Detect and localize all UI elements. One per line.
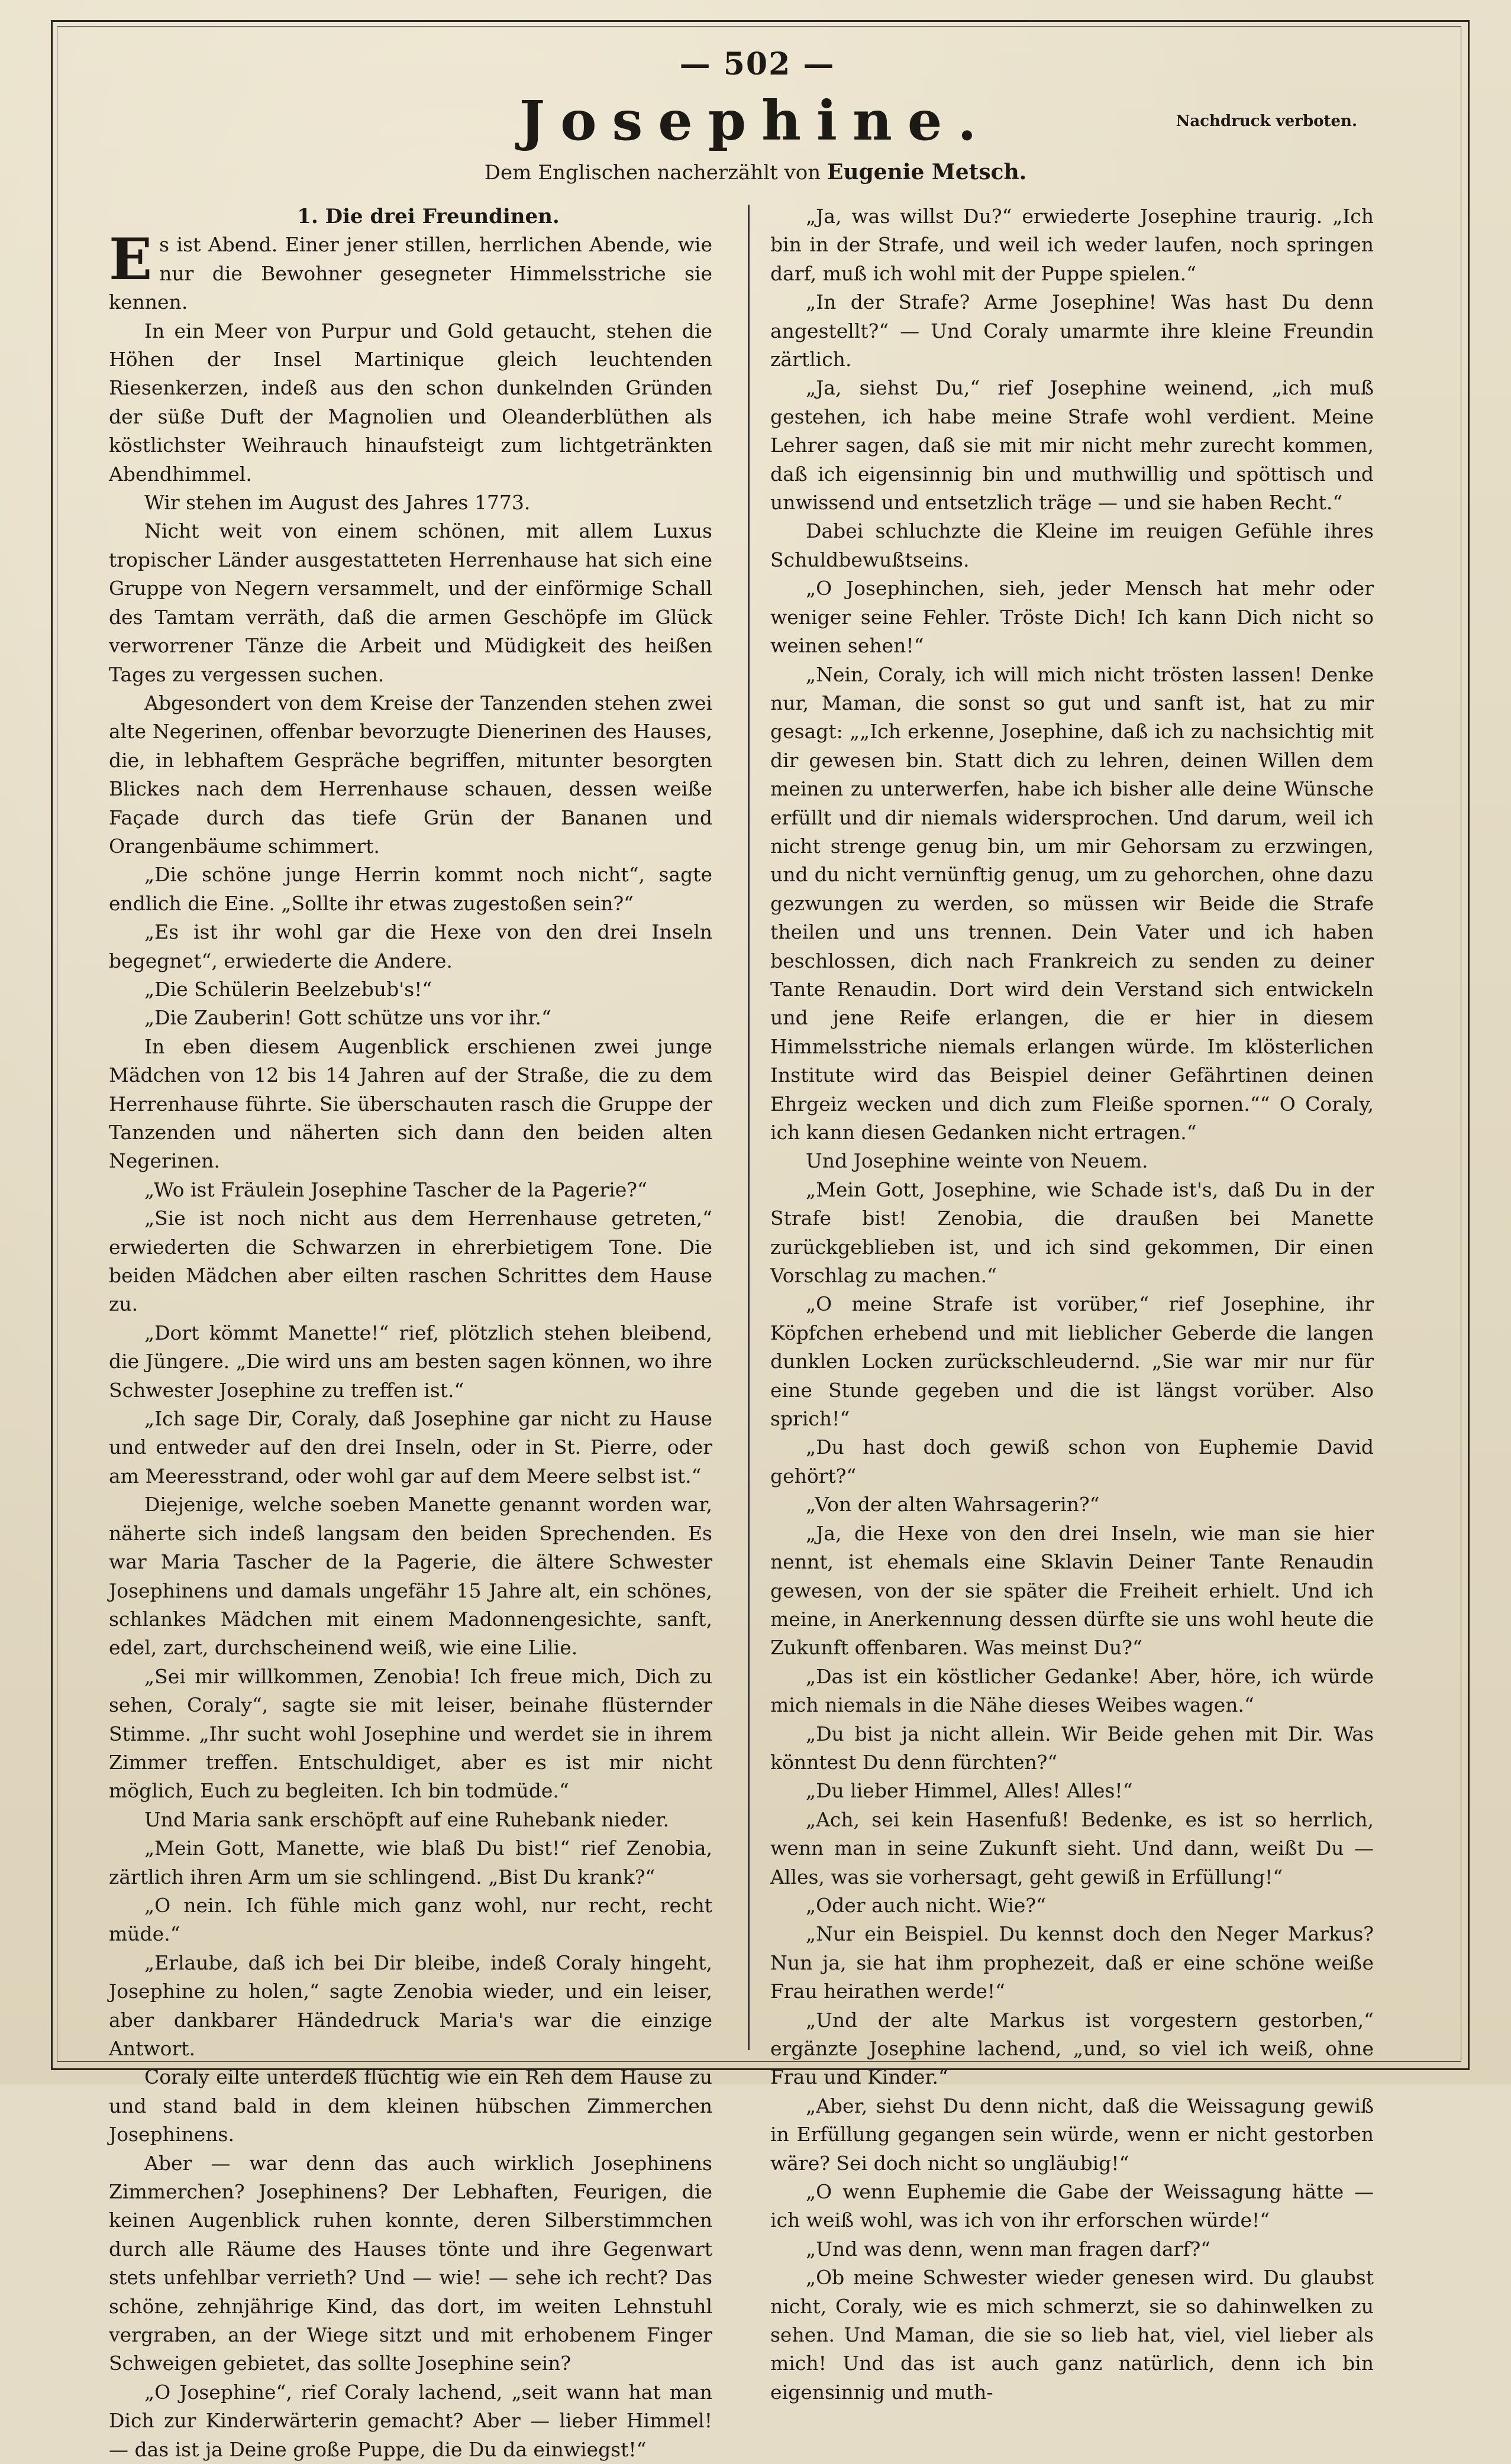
paragraph: „O nein. Ich fühle mich ganz wohl, nur recht, recht müde.“ — [109, 1893, 712, 1946]
paragraph: „Aber, siehst Du denn nicht, daß die Weissagung gewiß in Erfüllung gegangen sein würde, wenn er nicht gestorben wäre? Sei doch nicht so ungläubig!“ — [770, 2094, 1374, 2175]
paragraph: „Nur ein Beispiel. Du kennst doch den Neger Markus? Nun ja, sie hat ihm prophezeit, daß er eine schöne weiße Frau heirathen werde!“ — [770, 1922, 1374, 2003]
paragraph: „Ja, die Hexe von den drei Inseln, wie man sie hier nennt, ist ehemals eine Sklavin Deiner Tante Renaudin gewesen, von der sie später die Freiheit erhielt. Und ich meine, in Anerkennung dessen dürfte sie uns wohl heute die Zukunft offenbaren. Was meinst Du?“ — [770, 1521, 1374, 1660]
paragraph: „Ja, was willst Du?“ erwiederte Josephine traurig. „Ich bin in der Strafe, und weil ich weder laufen, noch springen darf, muß ich wohl mit der Puppe spielen.“ — [770, 205, 1374, 285]
paragraph: „Du bist ja nicht allein. Wir Beide gehen mit Dir. Was könntest Du denn fürchten?“ — [770, 1722, 1374, 1774]
paragraph: „Nein, Coraly, ich will mich nicht trösten lassen! Denke nur, Maman, die sonst so gut und sanft ist, hat zu mir gesagt: „„Ich erkenne, Josephine, daß ich zu nachsichtig mit dir gewesen bin. Statt dich zu lehren, deinen Willen dem meinen zu unterwerfen, habe ich bisher alle deine Wünsche erfüllt und dir niemals widersprochen. Und darum, weil ich nicht strenge genug bin, um mir Gehorsam zu erzwingen, und du nicht vernünftig genug, um zu gehorchen, ohne dazu gezwungen zu werden, so müssen wir Beide die Strafe theilen und uns trennen. Dein Vater und ich haben beschlossen, dich nach Frankreich zu senden zu deiner Tante Renaudin. Dort wird dein Verstand sich entwickeln und jene Reife erlangen, die er hier in diesem Himmelsstriche niemals erlangen würde. Im klösterlichen Institute wird das Beispiel deiner Gefährtinen deinen Ehrgeiz wecken und dich zum Fleiße spornen.““ O Coraly, ich kann diesen Gedanken nicht ertragen.“ — [770, 662, 1374, 1144]
paragraph: In ein Meer von Purpur und Gold getaucht, stehen die Höhen der Insel Martinique gleich leuchtenden Riesenkerzen, indeß aus den schon dunkelnden Gründen der süße Duft der Magnolien und Oleanderblüthen als köstlichster Weihrauch hinaufsteigt zum lichtgetränkten Abendhimmel. — [109, 319, 712, 486]
paragraph: „O meine Strafe ist vorüber,“ rief Josephine, ihr Köpfchen erhebend und mit lieblicher Geberde die langen dunklen Locken zurückschleudernd. „Sie war mir nur für eine Stunde gegeben und die ist längst vorüber. Also sprich!“ — [770, 1292, 1374, 1431]
drop-capital: E — [109, 226, 153, 293]
paragraph: Wir stehen im August des Jahres 1773. — [144, 491, 531, 515]
paragraph: „Du lieber Himmel, Alles! Alles!“ — [806, 1779, 1133, 1803]
right-column — [770, 202, 1374, 2404]
paragraph: „Erlaube, daß ich bei Dir bleibe, indeß Coraly hingeht, Josephine zu holen,“ sagte Zenobia wieder, und ein leiser, aber dankbarer Händedruck Maria's war die einzige Antwort. — [109, 1951, 712, 2060]
article-byline — [371, 160, 1140, 185]
paragraph: Diejenige, welche soeben Manette genannt worden war, näherte sich indeß langsam den beiden Sprechenden. Es war Maria Tascher de la Pagerie, die ältere Schwester Josephinens und damals ungefähr 15 Jahre alt, ein schönes, schlankes Mädchen mit einem Madonnengesichte, sanft, edel, zart, durchscheinend weiß, wie eine Lilie. — [109, 1493, 712, 1660]
article-title: Josephine. — [519, 89, 992, 153]
paragraph: Dabei schluchzte die Kleine im reuigen Gefühle ihres Schuldbewußtseins. — [770, 519, 1374, 571]
paragraph: „Und was denn, wenn man fragen darf?“ — [806, 2237, 1211, 2261]
paragraph: „Ich sage Dir, Coraly, daß Josephine gar nicht zu Hause und entweder auf den drei Inseln, oder in St. Pierre, oder am Meeresstrand, oder wohl gar auf dem Meere selbst ist.“ — [109, 1407, 712, 1488]
paragraph: „Von der alten Wahrsagerin?“ — [806, 1493, 1100, 1516]
paragraph: „Oder auch nicht. Wie?“ — [806, 1893, 1046, 1917]
paragraph: „O Josephine“, rief Coraly lachend, „seit wann hat man Dich zur Kinderwärterin gemacht? Aber — lieber Himmel! — das ist ja Deine große Puppe, die Du da einwiegst!“ — [109, 2380, 712, 2461]
byline-author: Eugenie Metsch. — [826, 160, 1027, 185]
paragraph: „Es ist ihr wohl gar die Hexe von den drei Inseln begegnet“, erwiederte die Andere. — [109, 920, 712, 972]
paragraph: „O wenn Euphemie die Gabe der Weissagung hätte — ich weiß wohl, was ich von ihr erforschen würde!“ — [770, 2180, 1374, 2232]
column-divider — [748, 205, 750, 2050]
paragraph: Abgesondert von dem Kreise der Tanzenden stehen zwei alte Negerinen, offenbar bevorzugte Dienerinen des Hauses, die, in lebhaftem Gespräche begriffen, mitunter besorgten Blickes nach dem Herrenhause schauen, dessen weiße Façade durch das tiefe Grün der Bananen und Orangenbäume schimmert. — [109, 691, 712, 858]
paragraph: „Und der alte Markus ist vorgestern gestorben,“ ergänzte Josephine lachend, „und, so viel ich weiß, ohne Frau und Kinder.“ — [770, 2008, 1374, 2089]
paragraph: Coraly eilte unterdeß flüchtig wie ein Reh dem Hause zu und stand bald in dem kleinen hübschen Zimmerchen Josephinens. — [109, 2065, 712, 2146]
left-column — [109, 202, 712, 2461]
paragraph: Und Maria sank erschöpft auf eine Ruhebank nieder. — [144, 1807, 669, 1831]
paragraph: Nicht weit von einem schönen, mit allem Luxus tropischer Länder ausgestatteten Herrenhause hat sich eine Gruppe von Negern versammelt, und der einförmige Schall des Tamtam verräth, daß die armen Geschöpfe im Glück verworrener Tänze die Arbeit und Müdigkeit des heißen Tages zu vergessen suchen. — [109, 519, 712, 686]
page-number: — 502 — — [679, 46, 835, 82]
paragraph: „Sei mir willkommen, Zenobia! Ich freue mich, Dich zu sehen, Coraly“, sagte sie mit leiser, beinahe flüsternder Stimme. „Ihr sucht wohl Josephine und werdet sie in ihrem Zimmer treffen. Entschuldiget, aber es ist mir nicht möglich, Euch zu begleiten. Ich bin todmüde.“ — [109, 1664, 712, 1803]
paragraph: „Ach, sei kein Hasenfuß! Bedenke, es ist so herrlich, wenn man in seine Zukunft sieht. Und dann, weißt Du — Alles, was sie vorhersagt, geht gewiß in Erfüllung!“ — [770, 1807, 1374, 1889]
paragraph: „Ob meine Schwester wieder genesen wird. Du glaubst nicht, Coraly, wie es mich schmerzt, sie so dahinwelken zu sehen. Und Maman, die sie so lieb hat, viel, viel lieber als mich! Und das ist auch ganz natürlich, denn ich bin eigensinnig und muth- — [770, 2266, 1374, 2404]
paragraph-text: s ist Abend. Einer jener stillen, herrlichen Abende, wie nur die Bewohner gesegneter Himmelsstriche sie kennen. — [109, 233, 712, 314]
paragraph: „Ja, siehst Du,“ rief Josephine weinend, „ich muß gestehen, ich habe meine Strafe wohl verdient. Meine Lehrer sagen, daß sie mit mir nicht mehr zurecht kommen, daß ich eigensinnig bin und muthwillig und spöttisch und unwissend und entsetzlich träge — und sie haben Recht.“ — [770, 376, 1374, 515]
paragraph: „Die Schülerin Beelzebub's!“ — [144, 977, 432, 1001]
paragraph: „Das ist ein köstlicher Gedanke! Aber, höre, ich würde mich niemals in die Nähe dieses Weibes wagen.“ — [770, 1664, 1374, 1717]
paragraph: „Die Zauberin! Gott schütze uns vor ihr.“ — [144, 1006, 551, 1030]
paragraph: „Wo ist Fräulein Josephine Tascher de la Pagerie?“ — [144, 1178, 647, 1201]
paragraph: Und Josephine weinte von Neuem. — [806, 1149, 1148, 1173]
paragraph: In eben diesem Augenblick erschienen zwei junge Mädchen von 12 bis 14 Jahren auf der Straße, die zu dem Herrenhause führte. Sie überschauten rasch die Gruppe der Tanzenden und näherten sich dann den beiden alten Negerinen. — [109, 1034, 712, 1173]
paragraph: „Du hast doch gewiß schon von Euphemie David gehört?“ — [770, 1435, 1374, 1488]
reprint-notice: Nachdruck verboten. — [1176, 112, 1357, 130]
paragraph: Aber — war denn das auch wirklich Josephinens Zimmerchen? Josephinens? Der Lebhaften, Feurigen, die keinen Augenblick ruhen konnte, deren Silberstimmchen durch alle Räume des Hauses tönte und ihre Gegenwart stets unfehlbar verrieth? Und — wie! — sehe ich recht? Das schöne, zehnjährige Kind, das dort, im weiten Lehnstuhl vergraben, an der Wiege sitzt und mit erhobenem Finger Schweigen gebietet, das sollte Josephine sein? — [109, 2151, 712, 2375]
paragraph: „Dort kömmt Manette!“ rief, plötzlich stehen bleibend, die Jüngere. „Die wird uns am besten sagen können, wo ihre Schwester Josephine zu treffen ist.“ — [109, 1321, 712, 1402]
paragraph: „Mein Gott, Josephine, wie Schade ist's, daß Du in der Strafe bist! Zenobia, die draußen bei Manette zurückgeblieben ist, und ich sind gekommen, Dir einen Vorschlag zu machen.“ — [770, 1178, 1374, 1288]
byline-prefix: Dem Englischen nacherzählt von — [484, 161, 821, 185]
paragraph: „O Josephinchen, sieh, jeder Mensch hat mehr oder weniger seine Fehler. Tröste Dich! Ich kann Dich nicht so weinen sehen!“ — [770, 577, 1374, 658]
chapter-heading: 1. Die drei Freundinen. — [297, 205, 560, 228]
paragraph: „Die schöne junge Herrin kommt noch nicht“, sagte endlich die Eine. „Sollte ihr etwas zugestoßen sein?“ — [109, 863, 712, 915]
paragraph: „In der Strafe? Arme Josephine! Was hast Du denn angestellt?“ — Und Coraly umarmte ihre kleine Freundin zärtlich. — [770, 290, 1374, 371]
paragraph — [109, 226, 712, 316]
paragraph: „Mein Gott, Manette, wie blaß Du bist!“ rief Zenobia, zärtlich ihren Arm um sie schlingend. „Bist Du krank?“ — [109, 1836, 712, 1889]
paragraph: „Sie ist noch nicht aus dem Herrenhause getreten,“ erwiederten die Schwarzen in ehrerbietigem Tone. Die beiden Mädchen aber eilten raschen Schrittes dem Hause zu. — [109, 1207, 712, 1316]
